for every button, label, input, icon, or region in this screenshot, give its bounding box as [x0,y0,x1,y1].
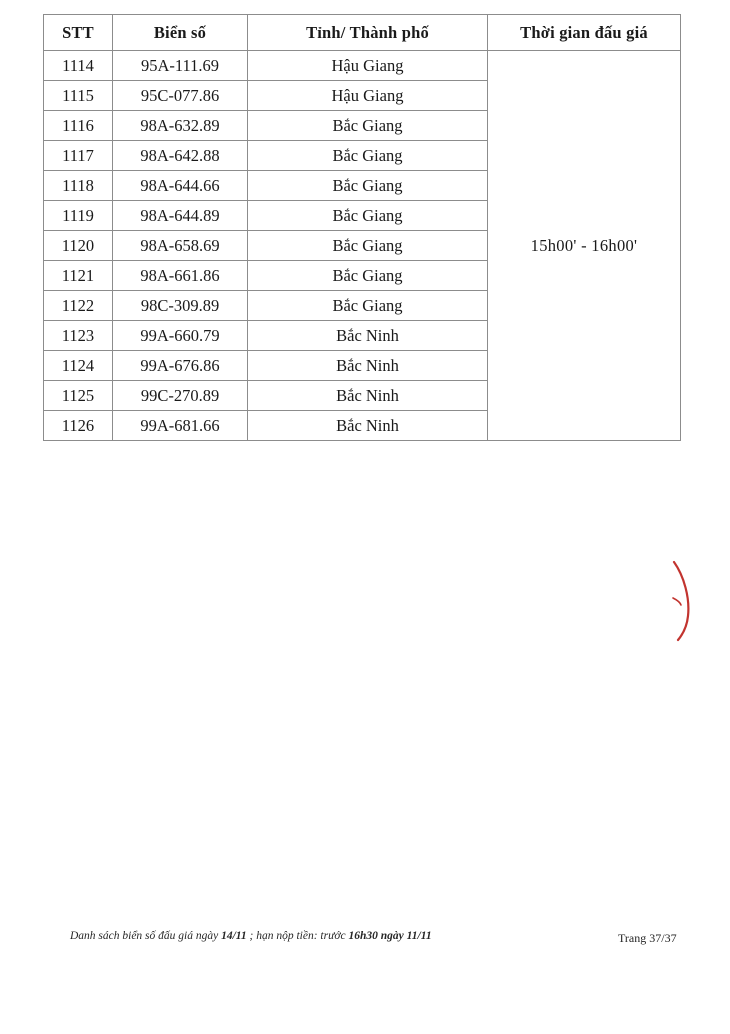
cell-plate: 98A-658.69 [113,231,248,261]
footer-note-deadline: 16h30 ngày 11/11 [348,930,432,942]
cell-stt: 1114 [44,51,113,81]
cell-province: Bắc Giang [248,261,488,291]
cell-plate: 99C-270.89 [113,381,248,411]
cell-province: Bắc Giang [248,291,488,321]
cell-plate: 95A-111.69 [113,51,248,81]
footer-note-date: 14/11 [221,930,247,942]
red-pen-mark-icon [668,560,698,642]
cell-province: Bắc Ninh [248,321,488,351]
cell-plate: 99A-676.86 [113,351,248,381]
cell-stt: 1117 [44,141,113,171]
cell-province: Bắc Giang [248,111,488,141]
cell-stt: 1125 [44,381,113,411]
cell-stt: 1119 [44,201,113,231]
page-footer [0,930,730,954]
cell-province: Bắc Ninh [248,381,488,411]
cell-province: Bắc Giang [248,171,488,201]
cell-province: Hậu Giang [248,51,488,81]
footer-note [70,930,432,942]
cell-plate: 98A-661.86 [113,261,248,291]
column-header-time: Thời gian đấu giá [488,15,681,51]
cell-province: Hậu Giang [248,81,488,111]
table-row [44,51,681,81]
cell-stt: 1123 [44,321,113,351]
footer-note-middle: ; hạn nộp tiền: trước [246,930,349,942]
cell-stt: 1115 [44,81,113,111]
cell-province: Bắc Giang [248,201,488,231]
cell-stt: 1121 [44,261,113,291]
cell-plate: 98A-632.89 [113,111,248,141]
cell-stt: 1124 [44,351,113,381]
cell-stt: 1122 [44,291,113,321]
cell-auction-time: 15h00' - 16h00' [488,51,681,441]
cell-plate: 99A-660.79 [113,321,248,351]
cell-plate: 99A-681.66 [113,411,248,441]
cell-stt: 1126 [44,411,113,441]
cell-plate: 98C-309.89 [113,291,248,321]
cell-plate: 95C-077.86 [113,81,248,111]
column-header-stt: STT [44,15,113,51]
column-header-province: Tỉnh/ Thành phố [248,15,488,51]
auction-table [43,14,681,441]
cell-plate: 98A-642.88 [113,141,248,171]
column-header-plate: Biển số [113,15,248,51]
auction-table-container [43,14,680,441]
cell-province: Bắc Ninh [248,351,488,381]
cell-province: Bắc Ninh [248,411,488,441]
footer-note-prefix: Danh sách biển số đấu giá ngày [70,930,222,942]
cell-stt: 1116 [44,111,113,141]
page-number: Trang 37/37 [618,931,677,945]
cell-stt: 1118 [44,171,113,201]
cell-province: Bắc Giang [248,231,488,261]
cell-plate: 98A-644.89 [113,201,248,231]
cell-province: Bắc Giang [248,141,488,171]
cell-stt: 1120 [44,231,113,261]
table-header-row [44,15,681,51]
cell-plate: 98A-644.66 [113,171,248,201]
